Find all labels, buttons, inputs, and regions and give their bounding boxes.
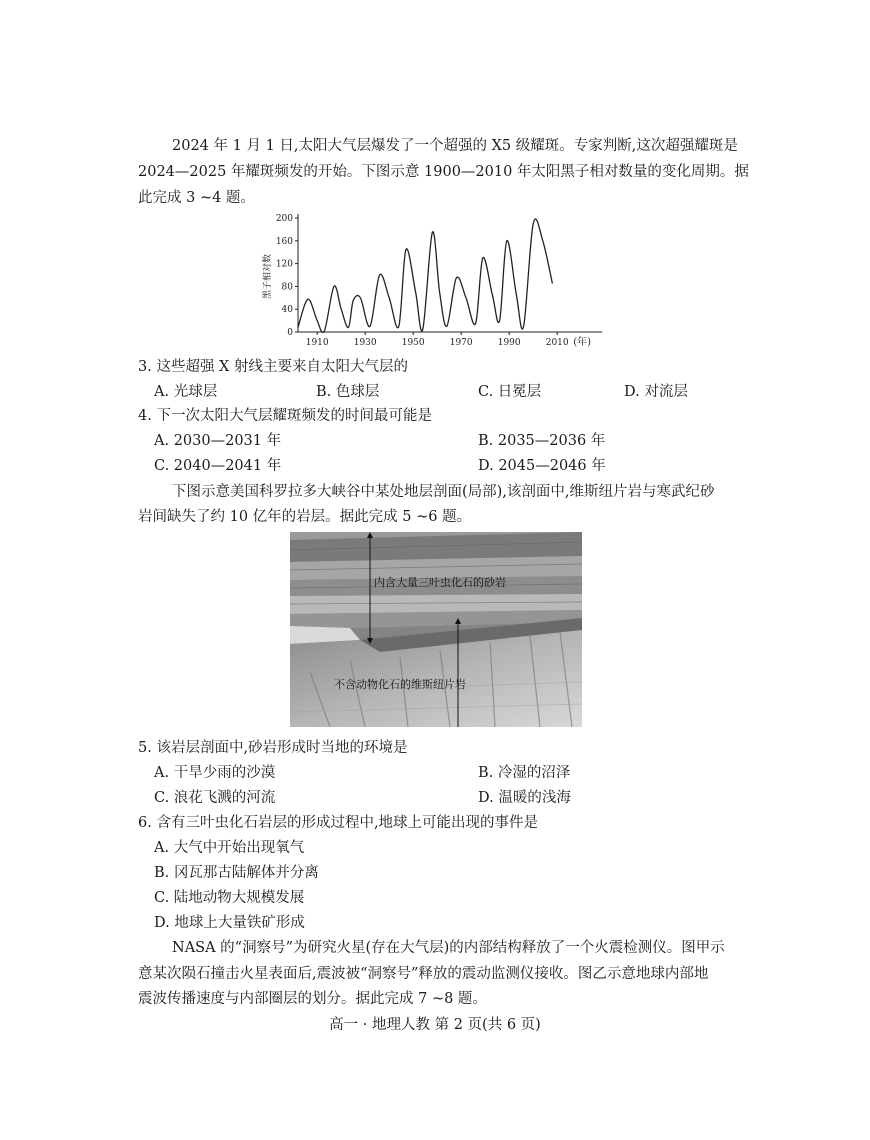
q6-stem: 6. 含有三叶虫化石岩层的形成过程中,地球上可能出现的事件是 [138, 815, 539, 831]
intro-3-line-2: 意某次陨石撞击火星表面后,震波被“洞察号”释放的震动监测仪接收。图乙示意地球内部地 [138, 966, 709, 982]
y-tick-label: 40 [281, 305, 293, 316]
chart-y-label: 黑子相对数 [263, 253, 273, 299]
q3-option-d: D. 对流层 [624, 384, 688, 400]
intro-1-line-1: 2024 年 1 月 1 日,太阳大气层爆发了一个超强的 X5 级耀斑。专家判断,这次超强耀斑是 [172, 138, 738, 154]
q6-option-b: B. 冈瓦那古陆解体并分离 [154, 865, 319, 881]
y-tick-label: 200 [275, 214, 293, 224]
x-tick-label: 2010 [545, 338, 569, 348]
q3-option-a: A. 光球层 [154, 384, 218, 400]
y-tick-label: 160 [275, 236, 293, 247]
q4-option-d: D. 2045—2046 年 [478, 458, 606, 474]
intro-1-line-2: 2024—2025 年耀斑频发的开始。下图示意 1900—2010 年太阳黑子相对数量的变化周期。据 [138, 164, 749, 180]
x-tick-label: 1970 [449, 338, 473, 348]
y-tick-label: 80 [281, 282, 293, 293]
chart-x-ticks [306, 332, 569, 348]
chart-y-ticks [276, 214, 298, 338]
q6-option-c: C. 陆地动物大规模发展 [154, 890, 305, 906]
q6-option-d: D. 地球上大量铁矿形成 [154, 915, 305, 931]
q5-stem: 5. 该岩层剖面中,砂岩形成时当地的环境是 [138, 740, 408, 756]
page-footer: 高一 · 地理人教 第 2 页(共 6 页) [329, 1017, 541, 1033]
x-tick-label: 1910 [305, 338, 329, 348]
sunspot-chart [262, 208, 612, 350]
q4-stem: 4. 下一次太阳大气层耀斑频发的时间最可能是 [138, 408, 432, 424]
intro-2-line-1: 下图示意美国科罗拉多大峡谷中某处地层剖面(局部),该剖面中,维斯纽片岩与寒武纪砂 [172, 484, 715, 500]
q5-option-c: C. 浪花飞溅的河流 [154, 790, 276, 806]
intro-2-line-2: 岩间缺失了约 10 亿年的岩层。据此完成 5 ~6 题。 [138, 509, 472, 525]
q5-option-a: A. 干旱少雨的沙漠 [154, 765, 276, 781]
x-tick-label: 1950 [401, 338, 425, 348]
q4-option-a: A. 2030—2031 年 [154, 433, 282, 449]
grand-canyon-strata-photo [290, 532, 582, 727]
q3-stem: 3. 这些超强 X 射线主要来自太阳大气层的 [138, 359, 408, 375]
x-tick-label: 1990 [497, 338, 521, 348]
x-tick-label: 1930 [353, 338, 377, 348]
q3-option-b: B. 色球层 [316, 384, 380, 400]
intro-3-line-1: NASA 的“洞察号”为研究火星(存在大气层)的内部结构释放了一个火震检测仪。图甲示 [172, 940, 725, 956]
intro-1-line-3: 此完成 3 ~4 题。 [138, 190, 255, 206]
q5-option-b: B. 冷湿的沼泽 [478, 765, 571, 781]
photo-label-sandstone: 内含大量三叶虫化石的砂岩 [374, 576, 506, 589]
y-tick-label: 0 [287, 328, 293, 338]
q3-option-c: C. 日冕层 [478, 384, 542, 400]
series-line-sunspots [298, 219, 552, 333]
q4-option-c: C. 2040—2041 年 [154, 458, 282, 474]
chart-x-label: (年) [573, 337, 592, 348]
q6-option-a: A. 大气中开始出现氧气 [154, 840, 305, 856]
y-tick-label: 120 [275, 259, 293, 270]
intro-3-line-3: 震波传播速度与内部圈层的划分。据此完成 7 ~8 题。 [138, 991, 487, 1007]
q5-option-d: D. 温暖的浅海 [478, 790, 571, 806]
photo-label-schist: 不含动物化石的维斯纽片岩 [334, 678, 466, 691]
q4-option-b: B. 2035—2036 年 [478, 433, 606, 449]
